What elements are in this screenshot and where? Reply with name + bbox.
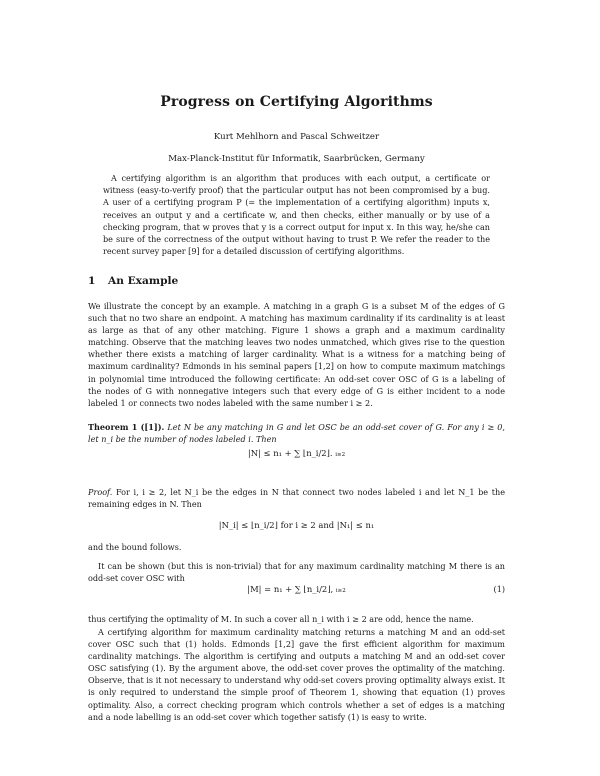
section-number: 1 (88, 275, 96, 287)
equation-1-number: (1) (493, 584, 505, 594)
equation-theorem-subscript: i≥2 (335, 452, 346, 458)
paper-title: Progress on Certifying Algorithms (160, 94, 433, 110)
equation-theorem-text: |N| ≤ n₁ + ∑ ⌊n_i/2⌋. (247, 448, 333, 458)
body-paragraph-certifying-matching: A certifying algorithm for maximum cardinality matching returns a matching M and an odd-set cover OSC such that (1) holds. Edmonds [1,2] gave the first efficient algorithm for maximum cardinality matchings. The algorithm is certifying and outputs a matching M and an odd-set cover OSC satisfying (1). By the argument above, the odd-set cover proves the optimality of the matching. Observe, that is it not necessary to understand why odd-set covers proving optimality always exist. It is only required to understand the simple proof of Theorem 1, showing that equation (1) proves optimality. Also, a correct checking program which controls whether a set of edges is a matching and a node labelling is an odd-set cover which together satisfy (1) is easy to write. (88, 627, 505, 722)
theorem-1 (88, 421, 505, 445)
equation-theorem-bound (88, 448, 505, 458)
equation-1-text: |M| = n₁ + ∑ ⌊n_i/2⌋, (247, 584, 334, 594)
theorem-body: Let N be any matching in G and let OSC be an odd-set cover of G. For any i ≥ 0, let n_i be the number of nodes labeled i. Then (88, 422, 505, 445)
paper-affiliation: Max-Planck-Institut für Informatik, Saarbrücken, Germany (168, 154, 425, 164)
body-paragraph-example: We illustrate the concept by an example. A matching in a graph G is a subset M of the edges of G such that no two share an endpoint. A matching has maximum cardinality if its cardinality is at least as large as that of any other matching. Figure 1 shows a graph and a maximum cardinality matching. Observe that the matching leaves two nodes unmatched, which gives rise to the question whether there exists a matching of larger cardinality. What is a witness for a matching being of maximum cardinality? Edmonds in his seminal papers [1,2] on how to compute maximum matchings in polynomial time introduced the following certificate: An odd-set cover OSC of G is a labeling of the nodes of G with nonnegative integers such that every edge of G is either incident to a node labeled 1 or connects two nodes labeled with the same number i ≥ 2. (88, 301, 505, 408)
proof-text: For i, i ≥ 2, let N_i be the edges in N that connect two nodes labeled i and let N_1 be the remaining edges in N. Then (88, 487, 505, 510)
paper-authors: Kurt Mehlhorn and Pascal Schweitzer (213, 132, 380, 142)
equation-1-subscript: i≥2 (335, 588, 346, 594)
theorem-label: Theorem 1 ([1]). (88, 422, 165, 432)
body-paragraph-optimality: thus certifying the optimality of M. In such a cover all n_i with i ≥ 2 are odd, hence the name. (88, 614, 474, 624)
proof-label: Proof. (88, 487, 113, 497)
equation-1 (88, 584, 505, 594)
proof-paragraph (88, 486, 505, 510)
equation-proof: |N_i| ≤ ⌊n_i/2⌋ for i ≥ 2 and |N₁| ≤ n₁ (218, 520, 375, 530)
abstract-paragraph: A certifying algorithm is an algorithm that produces with each output, a certificate or witness (easy-to-verify proof) that the particular output has not been compromised by a bug. A user of a certifying program P (= the implementation of a certifying algorithm) inputs x, receives an output y and a certificate w, and then checks, either manually or by use of a checking program, that w proves that y is a correct output for input x. In this way, he/she can be sure of the correctness of the output without having to trust P. We refer the reader to the recent survey paper [9] for a detailed discussion of certifying algorithms. (103, 173, 490, 257)
proof-conclusion: and the bound follows. (88, 542, 182, 552)
section-title: An Example (108, 275, 179, 287)
section-heading (88, 275, 178, 287)
body-paragraph-existence: It can be shown (but this is non-trivial) that for any maximum cardinality matching M there is an odd-set cover OSC with (88, 561, 505, 584)
